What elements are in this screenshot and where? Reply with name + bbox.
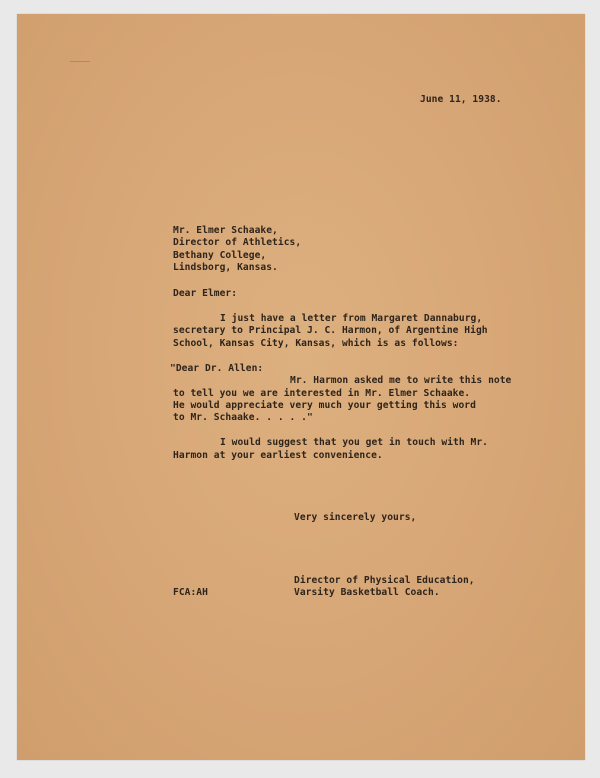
page-mark (70, 61, 90, 62)
quote-line-1: Mr. Harmon asked me to write this note (290, 375, 512, 386)
paragraph2-line-1: I would suggest that you get in touch with Mr. (220, 437, 488, 448)
paragraph1-line-3: School, Kansas City, Kansas, which is as follows: (173, 338, 459, 349)
signature-title-line-2: Varsity Basketball Coach. (294, 587, 440, 598)
quote-salutation: "Dear Dr. Allen: (170, 363, 264, 374)
recipient-line-4: Lindsborg, Kansas. (173, 262, 278, 273)
quote-line-4: to Mr. Schaake. . . . ." (173, 412, 313, 423)
paragraph2-line-2: Harmon at your earliest convenience. (173, 450, 383, 461)
signature-title-line-1: Director of Physical Education, (294, 575, 475, 586)
letter-date: June 11, 1938. (420, 94, 502, 105)
paragraph1-line-2: secretary to Principal J. C. Harmon, of Argentine High (173, 325, 488, 336)
salutation: Dear Elmer: (173, 288, 238, 299)
letter-page (17, 14, 585, 760)
recipient-line-2: Director of Athletics, (173, 237, 302, 248)
recipient-line-3: Bethany College, (173, 250, 267, 261)
recipient-line-1: Mr. Elmer Schaake, (173, 225, 278, 236)
paragraph1-line-1: I just have a letter from Margaret Dannaburg, (220, 313, 483, 324)
closing: Very sincerely yours, (294, 512, 417, 523)
typist-initials: FCA:AH (173, 587, 208, 598)
quote-line-2: to tell you we are interested in Mr. Elmer Schaake. (173, 388, 471, 399)
quote-line-3: He would appreciate very much your getting this word (173, 400, 476, 411)
